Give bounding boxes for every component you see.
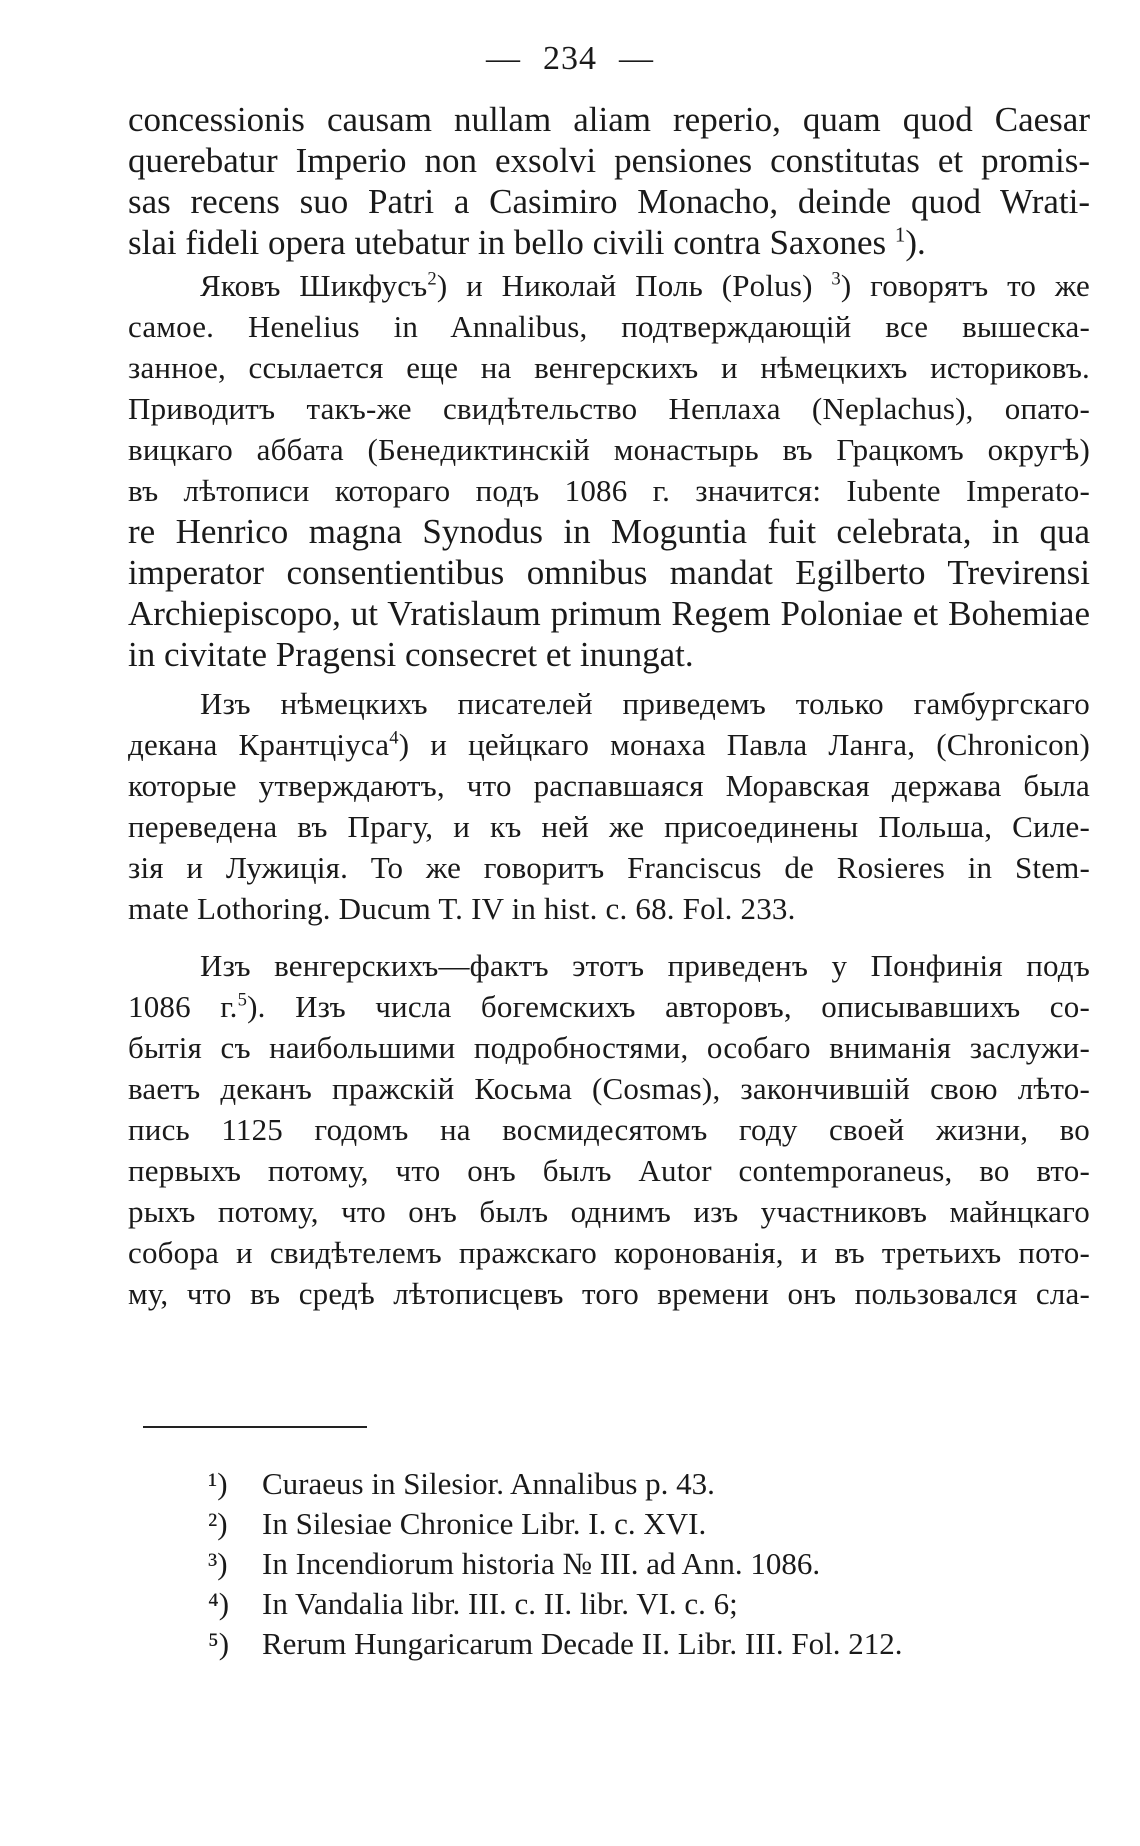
text-line: которые утверждаютъ, что распавшаяся Моравская держава была bbox=[128, 768, 1090, 803]
footnote-divider bbox=[143, 1426, 367, 1428]
text-line: sas recens suo Patri a Casimiro Monacho, deinde quod Wrati- bbox=[128, 182, 1090, 221]
footnote-4 bbox=[208, 1586, 738, 1622]
page-number-dash-left: — bbox=[486, 40, 521, 77]
text-line: Изъ нѣмецкихъ писателей приведемъ только гамбургскаго bbox=[200, 686, 1090, 721]
footnote-mark: ⁵) bbox=[208, 1626, 230, 1661]
text-line: in civitate Pragensi consecret et inungat. bbox=[128, 635, 694, 674]
text-line: собора и свидѣтелемъ пражскаго коронованія, и въ третьихъ пото- bbox=[128, 1235, 1090, 1270]
page-number-dash-right: — bbox=[619, 40, 654, 77]
footnote-text: In Incendiorum historia № III. ad Ann. 1086. bbox=[262, 1546, 821, 1581]
text-line bbox=[128, 987, 1090, 1027]
text-line bbox=[200, 266, 1090, 306]
text-line bbox=[128, 223, 1090, 263]
text-line: вицкаго аббата (Бенедиктинскій монастырь въ Грацкомъ округѣ) bbox=[128, 432, 1090, 467]
text-line: Archiepiscopo, ut Vratislaum primum Regem Poloniae et Bohemiae bbox=[128, 594, 1090, 633]
footnote-ref-3: 3 bbox=[831, 268, 841, 290]
text-line-text: ) и цейцкаго монаха Павла Ланга, (Chronicon) bbox=[398, 727, 1090, 762]
page-number-value: 234 bbox=[543, 40, 597, 77]
footnote-text: Rerum Hungaricarum Decade II. Libr. III. Fol. 212. bbox=[262, 1626, 903, 1661]
text-line: бытія съ наибольшими подробностями, особаго вниманія заслужи- bbox=[128, 1030, 1090, 1065]
text-line: самое. Henelius in Annalibus, подтверждающій все вышеска- bbox=[128, 309, 1090, 344]
text-line-text: декана Крантціуса bbox=[128, 727, 390, 762]
text-line: му, что въ средѣ лѣтописцевъ того времени онъ пользовался сла- bbox=[128, 1276, 1090, 1311]
footnote-3 bbox=[208, 1546, 820, 1582]
footnote-ref-2: 2 bbox=[427, 268, 437, 290]
text-line: concessionis causam nullam aliam reperio, quam quod Caesar bbox=[128, 100, 1090, 139]
text-line-text: ) говорятъ то же bbox=[840, 268, 1090, 303]
footnote-text: In Silesiae Chronice Libr. I. c. XVI. bbox=[262, 1506, 707, 1541]
footnote-text: In Vandalia libr. III. c. II. libr. VI. c. 6; bbox=[262, 1586, 738, 1621]
text-line: mate Lothoring. Ducum T. IV in hist. c. 68. Fol. 233. bbox=[128, 891, 796, 926]
text-line: re Henrico magna Synodus in Moguntia fuit celebrata, in qua bbox=[128, 512, 1090, 551]
footnote-5 bbox=[208, 1626, 902, 1662]
text-line-text: ). Изъ числа богемскихъ авторовъ, описывавшихъ со- bbox=[247, 989, 1090, 1024]
footnote-mark: ²) bbox=[208, 1506, 228, 1541]
footnote-1 bbox=[208, 1466, 715, 1502]
text-line-text: ). bbox=[905, 223, 926, 262]
text-line-text: 1086 г. bbox=[128, 989, 238, 1024]
text-line: Изъ венгерскихъ—фактъ этотъ приведенъ у Понфинія подъ bbox=[200, 948, 1090, 983]
footnote-mark: ⁴) bbox=[208, 1586, 230, 1621]
page-number bbox=[0, 40, 1140, 78]
text-line: пись 1125 годомъ на восмидесятомъ году своей жизни, во bbox=[128, 1112, 1090, 1147]
footnote-ref-5: 5 bbox=[237, 989, 248, 1011]
footnote-ref-4: 4 bbox=[389, 727, 399, 749]
text-line: переведена въ Прагу, и къ ней же присоединены Польша, Силе- bbox=[128, 809, 1090, 844]
text-line: зія и Лужиція. То же говоритъ Franciscus de Rosieres in Stem- bbox=[128, 850, 1090, 885]
text-line-text: slai fideli opera utebatur in bello civili contra Saxones bbox=[128, 223, 887, 262]
text-line: занное, ссылается еще на венгерскихъ и нѣмецкихъ историковъ. bbox=[128, 350, 1090, 385]
text-line-text: ) и Николай Поль (Polus) bbox=[436, 268, 813, 303]
text-line: первыхъ потому, что онъ былъ Autor contemporaneus, во вто- bbox=[128, 1153, 1090, 1188]
footnote-2 bbox=[208, 1506, 706, 1542]
text-line: querebatur Imperio non exsolvi pensiones constitutas et promis- bbox=[128, 141, 1090, 180]
text-line bbox=[128, 725, 1090, 765]
footnote-ref-1: 1 bbox=[894, 222, 906, 247]
text-line: ваетъ деканъ пражскій Косьма (Cosmas), закончившій свою лѣто- bbox=[128, 1071, 1090, 1106]
text-line: imperator consentientibus omnibus mandat Egilberto Trevirensi bbox=[128, 553, 1090, 592]
text-line: Приводитъ такъ-же свидѣтельство Неплаха (Neplachus), опато- bbox=[128, 391, 1090, 426]
text-line: въ лѣтописи котораго подъ 1086 г. значится: Iubente Imperato- bbox=[128, 473, 1090, 508]
text-line: рыхъ потому, что онъ былъ однимъ изъ участниковъ майнцкаго bbox=[128, 1194, 1090, 1229]
footnote-text: Curaeus in Silesior. Annalibus p. 43. bbox=[262, 1466, 715, 1501]
text-line-text: Яковъ Шикфусъ bbox=[200, 268, 428, 303]
footnote-mark: ¹) bbox=[208, 1466, 228, 1501]
footnote-mark: ³) bbox=[208, 1546, 228, 1581]
